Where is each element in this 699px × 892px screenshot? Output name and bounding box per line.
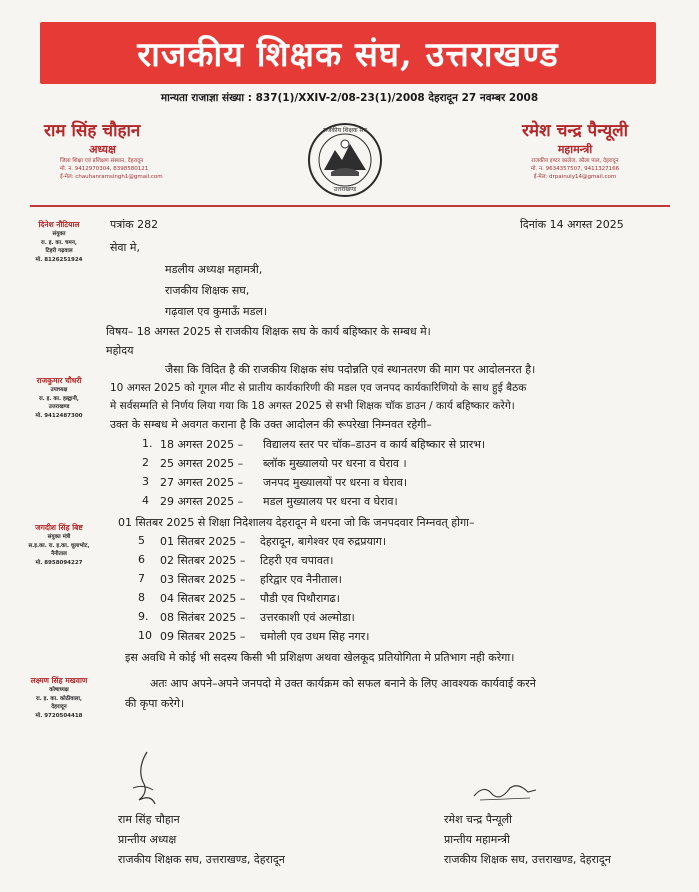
banner-title: राजकीय शिक्षक संघ, उत्तराखण्ड xyxy=(137,35,559,75)
schedule-num: 9. xyxy=(138,610,149,623)
paragraph-line: 01 सितबर 2025 से शिक्षा निदेशालय देहरादून मे धरना जो कि जनपदवार निम्नवत् होगा– xyxy=(118,516,475,529)
signatory-name: राम सिंह चौहान xyxy=(118,813,180,826)
schedule-text: विद्यालय स्तर पर चॉक–डाउन व कार्य बहिष्कार से प्रारभ। xyxy=(263,438,486,451)
letterhead-banner xyxy=(40,22,656,84)
member-name: लक्ष्मण सिंह मखवाण xyxy=(30,676,88,685)
schedule-num: 10 xyxy=(138,629,152,642)
president-phone: मो. न. 9412970304, 8398580121 xyxy=(60,166,149,172)
schedule-num: 1. xyxy=(142,437,153,450)
header-divider xyxy=(30,205,670,207)
president-role: अध्यक्ष xyxy=(89,143,116,156)
letter-date: दिनांक 14 अगस्त 2025 xyxy=(520,218,624,231)
member-name: दिनेश नौटियाल xyxy=(38,220,80,229)
member-name: राजकुमार चौधरी xyxy=(36,376,82,385)
member-detail: नैनीताल xyxy=(51,551,67,557)
address-line: राजकीय शिक्षक सघ, xyxy=(165,284,250,297)
sidebar-member-1 xyxy=(28,220,90,264)
salutation: महोदय xyxy=(106,344,134,357)
schedule-num: 7 xyxy=(138,572,145,585)
member-detail: रा. इ. का. कोठीवाला, xyxy=(35,695,83,702)
member-detail: टिहरी गढ़वाल xyxy=(45,248,73,254)
paragraph-line: उक्त के सम्बध मे अवगत कराना है कि उक्त आदोलन की रूपरेखा निम्नवत रहेगी– xyxy=(110,418,432,431)
address-line: गढ़वाल एव कुमाऊँ मडल। xyxy=(165,305,268,318)
sidebar-member-4 xyxy=(28,676,90,720)
member-detail: मो. 8958094227 xyxy=(35,559,83,566)
member-detail: रा. इ. का. हल्द्वानी, xyxy=(38,395,80,402)
paragraph-line: 10 अगस्त 2025 को गूगल मीट से प्रातीय कार्यकारिणी की मडल एव जनपद कार्यकारिणियो के साथ हुई बैठक xyxy=(110,382,527,394)
schedule-num: 3 xyxy=(142,475,149,488)
schedule-text: टिहरी एव चपावत। xyxy=(260,554,334,567)
to-label: सेवा मे, xyxy=(110,241,140,254)
schedule-date: 08 सितंबर 2025 – xyxy=(160,611,246,624)
schedule-text: देहरादून, बागेश्वर एव रुद्रप्रयाग। xyxy=(260,535,387,548)
signatory-org: राजकीय शिक्षक सघ, उत्तराखण्ड, देहरादून xyxy=(444,853,611,866)
secretary-role: महामन्त्री xyxy=(557,143,593,156)
signatory-title: प्रान्तीय महामन्त्री xyxy=(444,833,510,846)
schedule-num: 2 xyxy=(142,456,149,469)
president-name: राम सिंह चौहान xyxy=(44,121,141,141)
secretary-name: रमेश चन्द्र पैन्यूली xyxy=(521,121,629,141)
subject-line: विषय– 18 अगस्त 2025 से राजकीय शिक्षक सघ के कार्य बहिष्कार के सम्बध मे। xyxy=(106,325,431,338)
recognition-line: मान्यता राजाज्ञा संख्या : 837(1)/XXIV-2/08-23(1)/2008 देहरादून 27 नवम्बर 2008 xyxy=(160,92,539,104)
member-detail: मो. 8126251924 xyxy=(35,256,83,263)
schedule-text: चमोली एव उधम सिह नगर। xyxy=(260,630,370,643)
president-email: ई-मेल: chauhanramsingh1@gmail.com xyxy=(60,174,163,180)
address-line: मडलीय अध्यक्ष महामत्री, xyxy=(165,263,263,276)
schedule-num: 8 xyxy=(138,591,145,604)
signatory-name: रमेश चन्द्र पैन्यूली xyxy=(444,813,512,826)
signatory-title: प्रान्तीय अध्यक्ष xyxy=(118,833,177,846)
right-header xyxy=(480,118,670,181)
secretary-phone: मो. न. 9634357507, 9411327166 xyxy=(530,166,620,172)
sidebar-member-2 xyxy=(28,376,90,420)
president-signature xyxy=(125,748,165,810)
logo-bottom-text: उत्तराखण्ड xyxy=(333,186,357,193)
member-detail: कोषाध्यक्ष xyxy=(49,687,69,693)
member-detail: रा. इ. का. चमन, xyxy=(41,239,77,246)
schedule-text: पौडी एव पिथौरागढ। xyxy=(260,592,340,605)
schedule-date: 03 सितबर 2025 – xyxy=(160,573,246,586)
member-detail: मो. 9720504418 xyxy=(35,712,83,719)
schedule-text: हरिद्वार एव नैनीताल। xyxy=(260,573,342,586)
schedule-text: जनपद मुख्यालयों पर धरना व घेराव। xyxy=(263,476,407,489)
member-detail: उपाध्यक्ष xyxy=(50,387,68,393)
member-detail: देहरादून xyxy=(51,704,67,710)
paragraph-line: मे सर्वसम्मति से निर्णय लिया गया कि 18 अगस्त 2025 से सभी शिक्षक चॉक डाउन / कार्य बहिष्कार करेगे। xyxy=(110,400,515,412)
schedule-date: 29 अगस्त 2025 – xyxy=(160,495,244,508)
schedule-text: ब्लॉक मुख्यालयो पर धरना व घेराव । xyxy=(263,457,407,470)
schedule-num: 6 xyxy=(138,553,145,566)
paragraph-line: अतः आप अपने–अपने जनपदो मे उक्त कार्यक्रम को सफल बनाने के लिए आवश्यक कार्यवाई करने xyxy=(150,677,536,690)
schedule-text: उत्तरकाशी एवं अल्मोडा। xyxy=(260,611,355,624)
paragraph-line: जैसा कि विदित है की राजकीय शिक्षक संघ पदोन्नति एवं स्थानतरण की माग पर आदोलनरत है। xyxy=(165,363,536,376)
schedule-num: 4 xyxy=(142,494,149,507)
logo-top-text: राजकीय शिक्षक संघ xyxy=(322,127,368,134)
member-name: जगदीश सिंह बिष्ट xyxy=(35,523,83,532)
president-address: जिला शिक्षा एवं प्रशिक्षण संस्थान, देहरादून xyxy=(60,158,144,164)
schedule-date: 01 सितबर 2025 – xyxy=(160,535,246,548)
schedule-date: 09 सितबर 2025 – xyxy=(160,630,246,643)
secretary-signature xyxy=(470,778,540,806)
left-header xyxy=(40,118,220,181)
schedule-date: 04 सितबर 2025 – xyxy=(160,592,246,605)
secretary-email: ई-मेल: drpainuly14@gmail.com xyxy=(533,174,617,180)
schedule-date: 27 अगस्त 2025 – xyxy=(160,476,244,489)
letter-ref: पत्रांक 282 xyxy=(110,218,159,231)
signatory-org: राजकीय शिक्षक सघ, उत्तराखण्ड, देहरादून xyxy=(118,853,285,866)
member-detail: संयुक्त xyxy=(52,231,66,237)
member-detail: उत्तराखण्ड xyxy=(48,404,70,410)
paragraph-line: की कृपा करेगे। xyxy=(125,697,185,710)
schedule-text: मडल मुख्यालय पर धरना व घेराव। xyxy=(263,495,398,508)
member-detail: स.इ.का. रा. इ.का. धूलाभोट, xyxy=(28,542,90,549)
member-detail: मो. 9412487300 xyxy=(35,412,83,419)
paragraph-line: इस अवधि मे कोई भी सदस्य किसी भी प्रशिक्षण अथवा खेलकूद प्रतियोगिता मे प्रतिभाग नही करेगा। xyxy=(125,651,515,664)
secretary-address: राजकीय इण्टर कालेज, कौला पाल, देहरादून xyxy=(531,158,619,164)
sidebar-member-3 xyxy=(28,523,90,567)
association-logo xyxy=(302,120,388,200)
member-detail: संयुक्त मंत्री xyxy=(47,534,71,540)
schedule-date: 18 अगस्त 2025 – xyxy=(160,438,244,451)
schedule-date: 25 अगस्त 2025 – xyxy=(160,457,244,470)
schedule-date: 02 सितबर 2025 – xyxy=(160,554,246,567)
schedule-num: 5 xyxy=(138,534,145,547)
